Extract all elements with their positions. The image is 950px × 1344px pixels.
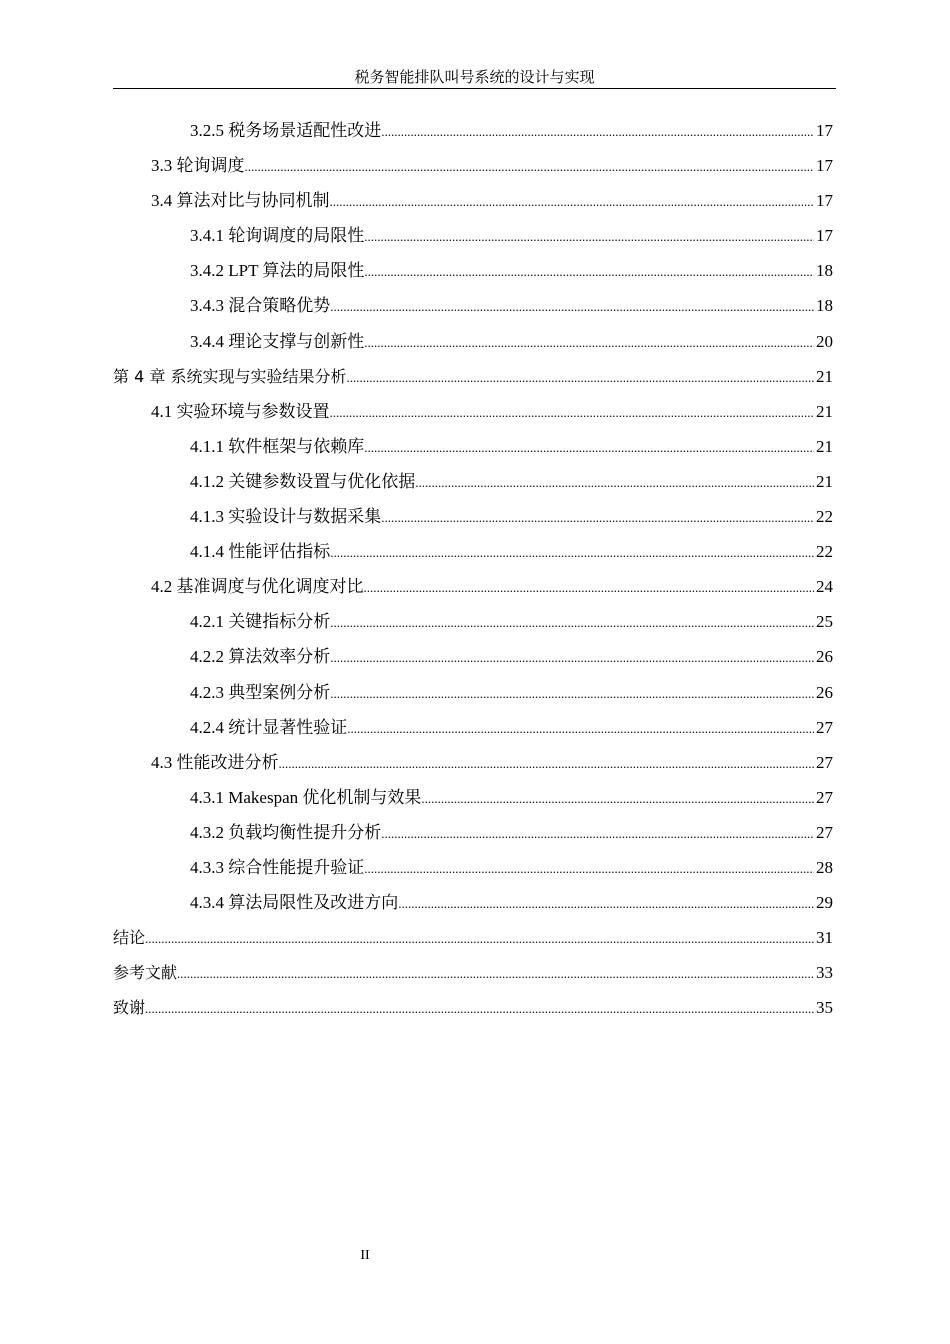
toc-leader-dots	[364, 325, 814, 360]
toc-entry-label: 3.3 轮询调度	[151, 156, 245, 176]
toc-entry	[113, 113, 833, 148]
toc-entry-label: 致谢	[113, 998, 146, 1018]
toc-entry-page: 27	[816, 717, 833, 737]
toc-entry	[113, 183, 833, 218]
toc-entry-page: 33	[816, 963, 833, 983]
toc-entry-conclusion	[113, 920, 833, 955]
toc-leader-dots	[330, 289, 814, 324]
toc-entry	[113, 780, 833, 815]
toc-entry-page: 27	[816, 822, 833, 842]
toc-entry	[113, 745, 833, 780]
toc-leader-dots	[145, 991, 814, 1026]
toc-entry-label: 4.3 性能改进分析	[151, 752, 279, 772]
toc-entry-label: 第 4 章 系统实现与实验结果分析	[113, 366, 347, 386]
toc-entry	[113, 604, 833, 639]
toc-entry	[113, 288, 833, 323]
toc-entry-label: 3.4.2 LPT 算法的局限性	[190, 261, 365, 281]
toc-entry-label: 4.3.1 Makespan 优化机制与效果	[190, 787, 422, 807]
toc-leader-dots	[330, 184, 815, 219]
toc-entry-chapter	[113, 359, 833, 394]
toc-entry-label: 4.2 基准调度与优化调度对比	[151, 577, 364, 597]
toc-entry-label: 4.2.3 典型案例分析	[190, 682, 331, 702]
toc-entry-page: 21	[816, 436, 833, 456]
toc-entry-page: 22	[816, 542, 833, 562]
toc-leader-dots	[330, 395, 815, 430]
toc-entry-page: 20	[816, 331, 833, 351]
toc-leader-dots	[381, 114, 814, 149]
toc-leader-dots	[364, 219, 814, 254]
toc-entry-page: 26	[816, 682, 833, 702]
toc-leader-dots	[245, 149, 815, 184]
toc-leader-dots	[145, 921, 814, 956]
toc-entry-label: 4.1.1 软件框架与依赖库	[190, 436, 365, 456]
toc-entry	[113, 499, 833, 534]
toc-leader-dots	[364, 851, 814, 886]
toc-leader-dots	[177, 956, 814, 991]
toc-entry	[113, 639, 833, 674]
running-header-title: 税务智能排队叫号系统的设计与实现	[354, 70, 595, 86]
toc-entry-page: 24	[816, 577, 833, 597]
toc-entry-page: 17	[816, 226, 833, 246]
toc-entry-label: 3.2.5 税务场景适配性改进	[190, 121, 382, 140]
toc-entry-label: 3.4.3 混合策略优势	[190, 296, 331, 316]
toc-entry	[113, 429, 833, 464]
toc-entry-page: 26	[816, 647, 833, 667]
toc-entry-page: 28	[816, 857, 833, 877]
toc-entry	[113, 218, 833, 253]
page-number: II	[360, 1248, 370, 1263]
toc-entry-page: 29	[816, 893, 833, 913]
toc-entry	[113, 885, 833, 920]
toc-entry-page: 22	[816, 507, 833, 527]
toc-entry-page: 27	[816, 787, 833, 807]
toc-entry-label: 4.2.1 关键指标分析	[190, 612, 331, 632]
toc-leader-dots	[398, 886, 814, 921]
toc-entry-page: 17	[816, 121, 833, 140]
toc-entry-label: 4.3.2 负载均衡性提升分析	[190, 822, 382, 842]
toc-entry-page: 21	[816, 471, 833, 491]
toc-entry-references	[113, 955, 833, 990]
toc-entry-page: 17	[816, 156, 833, 176]
toc-leader-dots	[415, 465, 814, 500]
toc-entry	[113, 253, 833, 288]
toc-leader-dots	[330, 605, 814, 640]
toc-entry	[113, 534, 833, 569]
toc-entry-label: 4.1.3 实验设计与数据采集	[190, 507, 382, 527]
toc-entry-label: 3.4.4 理论支撑与创新性	[190, 331, 365, 351]
toc-leader-dots	[330, 535, 814, 570]
toc-leader-dots	[347, 711, 814, 746]
toc-entry	[113, 464, 833, 499]
toc-entry	[113, 148, 833, 183]
toc-entry-label: 3.4 算法对比与协同机制	[151, 191, 330, 211]
toc-entry-page: 21	[816, 401, 833, 421]
toc-entry-label: 结论	[113, 928, 146, 948]
toc-entry	[113, 569, 833, 604]
toc-entry-page: 17	[816, 191, 833, 211]
toc-entry-acknowledgements	[113, 990, 833, 1025]
toc-entry-label: 4.1.2 关键参数设置与优化依据	[190, 471, 416, 491]
toc-entry-label: 4.2.2 算法效率分析	[190, 647, 331, 667]
toc-entry	[113, 710, 833, 745]
toc-entry-label: 3.4.1 轮询调度的局限性	[190, 226, 365, 246]
toc-entry-label: 4.2.4 统计显著性验证	[190, 717, 348, 737]
toc-entry	[113, 850, 833, 885]
toc-entry-page: 31	[816, 928, 833, 948]
toc-leader-dots	[346, 360, 814, 395]
toc-entry-page: 27	[816, 752, 833, 772]
toc-leader-dots	[279, 746, 815, 781]
toc-entry-page: 18	[816, 296, 833, 316]
toc-leader-dots	[364, 254, 814, 289]
toc-entry-label: 参考文献	[113, 963, 178, 983]
toc-entry	[113, 675, 833, 710]
toc-leader-dots	[364, 570, 815, 605]
toc-entry-label: 4.1.4 性能评估指标	[190, 542, 331, 562]
toc-leader-dots	[381, 816, 814, 851]
toc-entry-label: 4.3.4 算法局限性及改进方向	[190, 893, 399, 913]
toc-entry-page: 21	[816, 366, 833, 386]
header-rule	[113, 88, 836, 89]
toc-entry	[113, 815, 833, 850]
toc-entry-page: 25	[816, 612, 833, 632]
table-of-contents	[113, 113, 833, 1025]
toc-entry-label: 4.3.3 综合性能提升验证	[190, 857, 365, 877]
toc-leader-dots	[421, 781, 814, 816]
toc-entry	[113, 324, 833, 359]
toc-leader-dots	[330, 640, 814, 675]
toc-leader-dots	[381, 500, 814, 535]
toc-leader-dots	[330, 676, 814, 711]
toc-entry-page: 18	[816, 261, 833, 281]
toc-leader-dots	[364, 430, 814, 465]
toc-entry	[113, 394, 833, 429]
toc-entry-page: 35	[816, 998, 833, 1018]
toc-entry-label: 4.1 实验环境与参数设置	[151, 401, 330, 421]
